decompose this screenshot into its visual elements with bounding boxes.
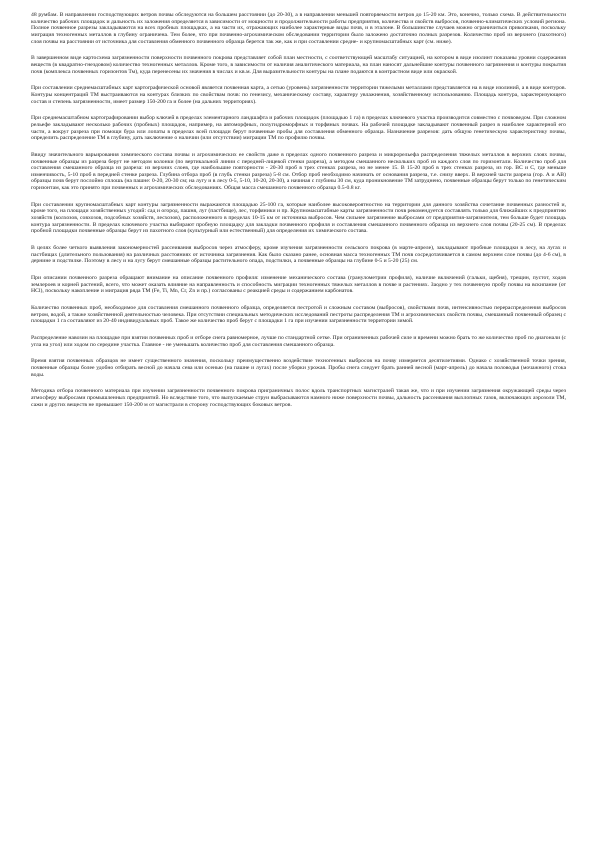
paragraph-8: При описании почвенного разреза обращают внимание на описание почвенного профиля: изменение механического состава (гранулометрии профиля), наличие включений (гальки, щебня), трещин, пустот, ходов землероев и корней растений, всего, что может оказать влияние на направленность и способность миграции техногенных тяжелых металлов в почве и растениях. Заодно у тех почвенную пробу почвы на вскипание (от HCl), поскольку накопление и миграция ряда ТМ (Fe, Ti, Mn, Cr, Zn и пр.) согласованы с реакцией среды и содержанием карбонатов. bbox=[31, 275, 566, 295]
paragraph-5: Ввиду значительного варьирования химического состава почвы и агрохимических ее свойств даже в пределах одного почвенного разреза и микрорельефа распределения тяжелых металлов в верхних слоях почвы, почвенные образцы из разреза берут не методом колонки (по вертикальной линии с передней-лицевой стенки разреза), а методом смешанного нескольких проб из каждого слоя по горизонтали. Количество проб для составления смешанного образца из разреза: из верхних слоев, где наибольшие повторности - 20-30 проб в трех стенках разреза, но не менее 15. В 15-20 проб в трех стенках разреза, из гор. ВС и С, где меньше изменчивость, 5-10 проб в передней стенке разреза. Глубина отбора проб (в глубь стенки разреза) 5-8 см. Отбор проб необходимо начинать от основания разреза, т.е. снизу вверх. В верхней части разреза (гор. А и АВ) образцы почв берут послойно сплошь (на пашне: 0-20, 20-30 см; на лугу и в лесу 0-5, 5-10, 10-20, 20-30), а начиная с глубины 30 см, куда проникновение ТМ затруднено, почвенные образцы берут только по генетическим горизонтам, как это принято при почвенных и агрохимических обследованиях. Общая масса смешанного почвенного образца 0.5-0.8 кг. bbox=[31, 151, 566, 192]
paragraph-3: При составлении среднемасштабных карт картографической основой является почвенная карта, а сетью (уровень) загрязненности территории тяжелыми металлами представляется на в виде изолиний, а в виде контуров. Контуры концентраций ТМ выстраиваются на контурах близких по свойствам почв: по генезису, механическому составу, характеру увлажнения, хозяйственному использованию. Площадь контура, характеризующего состав и степень загрязненности, имеет размер 150-200 га и более (на дальних территориях). bbox=[31, 85, 566, 105]
paragraph-4: При среднемасштабном картографировании выбор ключей в пределах элементарного ландшафта и рабочих площадок (площадью 1 га) в пределах ключевого участка производится совместно с почвоведом. При сложном рельефе закладывают несколько рабочих (пробных) площадок, например, на автоморфных, полугидроморфных и торфяных почвах. На рабочей площадке закладывают почвенный разрез в наиболее характерной его части, а вокруг разреза при помощи бура или лопаты в пределах всей площади берут почвенные пробы для составления обменного образца. Назначение разрезов: дать общую генетическую характеристику почвы, определить распределение ТМ в глубину, дать заключение о наличии (или отсутствии) миграции ТМ по профилю почвы. bbox=[31, 115, 566, 142]
paragraph-10: Распределение навозин на площадке при взятии почвенных проб и отборе снега равномерное, лучше по стандартной сетке. При ограниченных рабочей силе и времени можно брать то же количество проб по диагонали (с угла на угол) или ходом по середине участка. Главное - не уменьшать количество проб для составления смешанного образца. bbox=[31, 334, 566, 348]
paragraph-2: В завершенном виде картосхема загрязненности поверхности почвенного покрова представляет собой план местности, с соответствующей масштабу ситуацией, на котором в виде изолинт показаны уровни содержания веществ (в квадратно-гнездовом) количество техногенных металлов. Кроме того, в зависимости от наличия аналитического материала, на план наносят дальнейшие контуры почвенного загрязнения и контуры покрытия почв (комплекса почвенных горизонтов Тм), куда перенесены их значения в числах и кв.м. Для выразительности контуры на плане подаются в контрастном виде или окраской. bbox=[31, 55, 566, 75]
paragraph-12: Методика отбора почвенного материала при изучении загрязненности почвенного покрова приграничных полос вдоль транспортных магистралей такая же, что и при изучении загрязнения окружающей среды через атмосферу выбросами промышленных предприятий. Но вследствие того, что выпускаемые струи выбрасываются намного ниже поверхности почвы, дальность рассеивания выхлопных газов, включающих аэрозоли ТМ, сажи и других веществ не превышает 150-200 м от магистрали в сторону господствующих боковых ветров. bbox=[31, 388, 566, 408]
paragraph-6: При составлении крупномасштабных карт контуры загрязненности выражаются площадью 25-100 га, которые наиболее высоковероятностно на территории для данного хозяйства сочетание почвенных разностей и, кроме того, на площади хозяйственных угодий: сад и огород, пашня, луг (пастбище), лес, торфяники и пр. Крупномасштабные карты загрязненности почв рекомендуется составлять только для ближайших к предприятию хозяйств (колхозов, совхозов, подсобных хозяйств, лесхозов), расположенного в пределах 10-15 км от источника выбросов. Чем сильнее загрязнение выбросами от предприятия-загрязнителя, тем больше будет площадь контура загрязненности. В пределах ключевого участка выбирают пробную площадку для закладки почвенного профиля и составления смешанного почвенного образца из верхнего слоя почвы (20-25 см). В пределах пробной площадки почвенные образцы берут из пахотного слоя (культурный или естественный) для определения их химического состава. bbox=[31, 201, 566, 235]
paragraph-7: В целях более четкого выявления закономерностей рассеивания выбросов через атмосферу, кроме изучения загрязненности сельского покрова (в марте-апреле), закладывают пробные площадки в лесу, на лугах и пастбищах (длительного пользования) на различных расстояниях от источника загрязнения. Как было сказано ранее, основная масса техногенных ТМ почв сосредотачивается в самом верхнем слое почвы (до 4-6 см), в дернине и подстилке. Поэтому в лесу и на лугу берут смешанные образцы растительного опада, подстилки, а почвенные образцы на глубине 0-5 и 5-20 (25) см. bbox=[31, 245, 566, 265]
paragraph-1: 48 румбам. В направлении господствующих ветров почвы обследуются на большем расстоянии (до 20-30), а в направлении меньшей повторяемости ветров до 15-20 км. Это, конечно, только схема. В действительности количество рабочих площадок и дальность их заложения определяется в зависимости от мощности и продолжительности работы предприятия, количества и свойств выбросов, почвенно-климатических условий региона. Полное почвенное разрезы закладываются на всех пробных площадках, а на части их, отражающих наиболее характерные виды почв, и в эталоне. В большинстве случаев можно ограничиться прикопками, поскольку миграция техногенных металлов в глубину ограничена. Тем более, что при почвенно-агрохимическом обследовании территории было заложено достаточно полных разрезов. Количество проб из верхнего (пахотного) слоя почвы на расстоянии от источника для составления обменного почвенного образца берется так же, как и при составлении средне- и крупномасштабных карт (см. ниже). bbox=[31, 12, 566, 45]
document-page bbox=[31, 12, 566, 836]
paragraph-9: Количество почвенных проб, необходимое для составления смешанного почвенного образца, определяется пестротой и сложным составом (выбросов), свойствами почв, интенсивностью перераспределения выбросов ветром, водой, а также хозяйственной деятельностью человека. При отсутствии специальных методических исследований пестроты распределения ТМ и агрохимических свойств почвы, смешанный почвенный образец с площадки 1 га составляют из 20-40 индивидуальных проб. Такое же количество проб берут с площадки 1 га при изучении загрязненности территории зимой. bbox=[31, 305, 566, 325]
paragraph-11: Время взятия почвенных образцов не имеет существенного значения, поскольку преимущественно воздействие техногенных выбросов на почву измеряется десятилетиями. Однако с хозяйственной точки зрения, почвенные образцы более удобно отбирать весной до начала сева или осенью (на пашне и лугах) после уборки урожая. Пробы снега следует брать ранней весной (март-апрель) до начала половодья (мочажного) стока воды. bbox=[31, 358, 566, 378]
